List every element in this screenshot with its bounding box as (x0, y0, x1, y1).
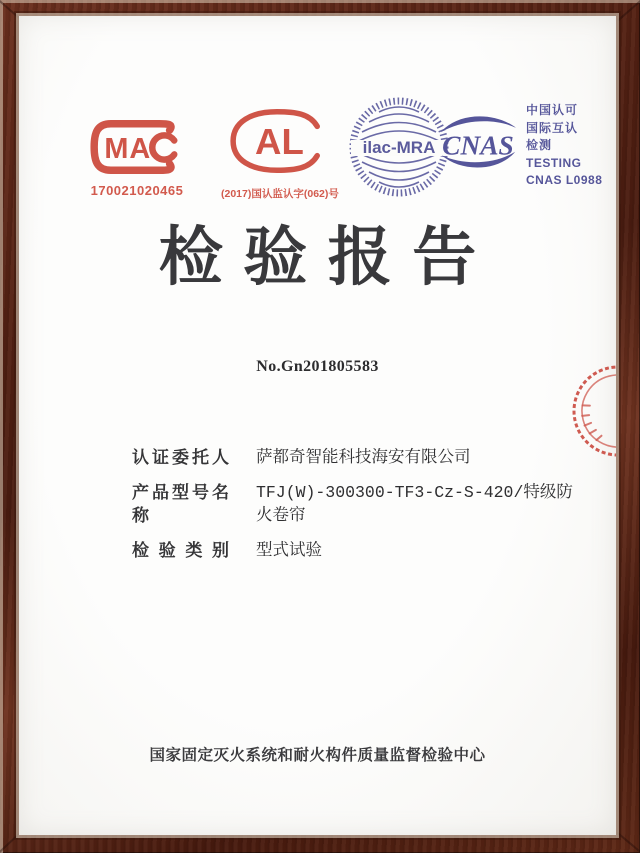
cnas-caption-line: 国际互认 (526, 120, 579, 135)
cal-logo (221, 109, 339, 201)
cnas-caption-line: 检测 (526, 138, 553, 152)
cma-logo (87, 120, 187, 198)
issuing-organization: 国家固定灭火系统和耐火构件质量监督检验中心 (149, 747, 486, 764)
field-label: 产品型号名称 (132, 483, 229, 525)
field-value: TFJ(W)-300300-TF3-Cz-S-420/特级防火卷帘 (256, 483, 573, 525)
field-row-product-model (132, 481, 586, 527)
report-title: 检验报告 (158, 221, 497, 293)
report-number: No.Gn201805583 (256, 358, 379, 375)
cma-mark-icon (90, 120, 184, 174)
certificate-page (19, 16, 616, 835)
cnas-logo (435, 111, 521, 178)
cnas-caption-line: 中国认可 (526, 103, 579, 117)
cal-mark-icon (229, 109, 325, 173)
cnas-caption-line: CNAS L0988 (526, 173, 603, 187)
field-label: 认证委托人 (132, 448, 229, 467)
field-value: 型式试验 (256, 541, 322, 560)
field-row-test-type (132, 539, 586, 562)
frame-corner-seam (0, 0, 20, 19)
frame-corner-seam (616, 832, 640, 853)
cnas-caption (526, 102, 614, 190)
report-fields (132, 446, 586, 574)
svg-text:CNAS: CNAS (442, 130, 514, 161)
svg-text:ilac-MRA: ilac-MRA (362, 138, 436, 157)
field-label: 检验类别 (132, 541, 229, 560)
frame-corner-seam (617, 0, 640, 21)
cma-certificate-number: 170021020465 (90, 183, 184, 198)
cnas-caption-line: TESTING (526, 155, 582, 170)
cal-certificate-number: (2017)国认监认字(062)号 (221, 188, 339, 200)
frame-corner-seam (0, 833, 20, 853)
cnas-mark-icon (435, 111, 521, 173)
field-value: 萨都奇智能科技海安有限公司 (256, 448, 471, 467)
field-row-applicant (132, 446, 586, 469)
svg-text:AL: AL (255, 120, 304, 162)
svg-text:MA: MA (104, 133, 152, 166)
